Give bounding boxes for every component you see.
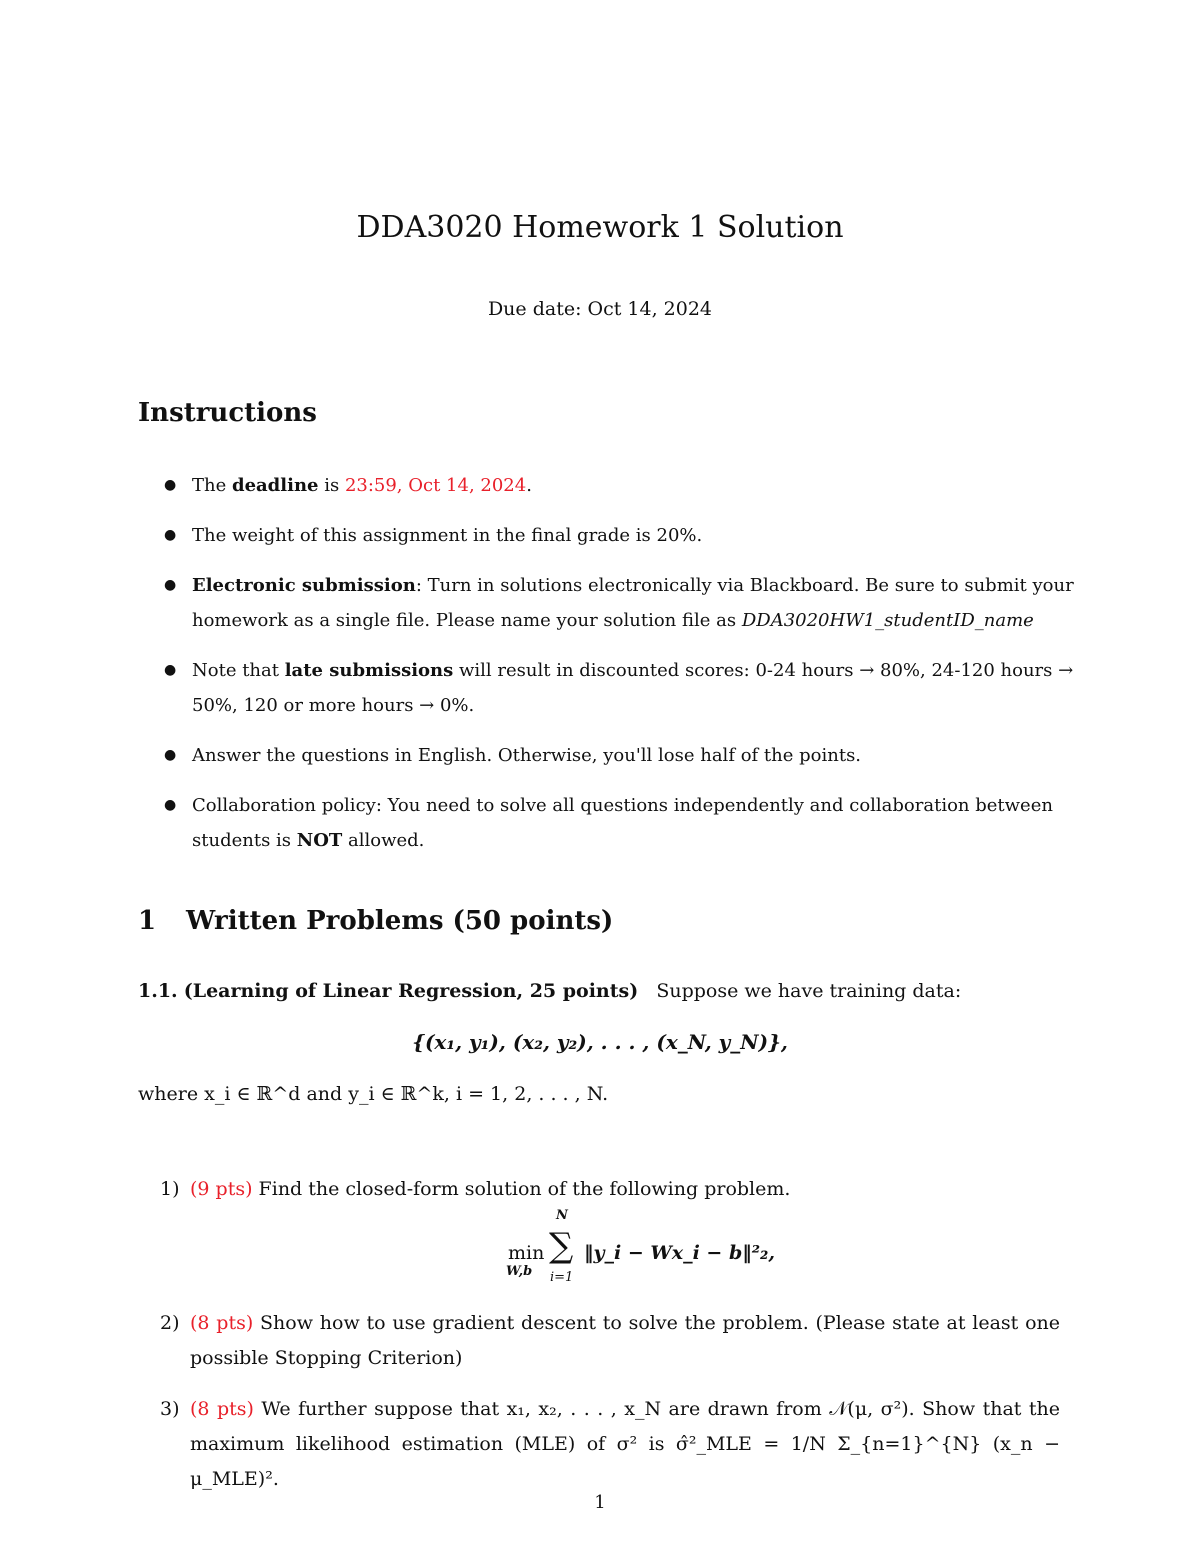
question-2: 2) (8 pts) Show how to use gradient descent to solve the problem. (Please state at least one possible Stopping Criterion) [160, 1312, 1060, 1369]
deadline-label: deadline [231, 475, 319, 496]
filename: DDA3020HW1_studentID_name [741, 610, 1034, 631]
list-item: ● Answer the questions in English. Otherwise, you'll lose half of the points. [168, 738, 1088, 773]
points-badge: (9 pts) [190, 1178, 253, 1200]
page-number: 1 [594, 1492, 606, 1513]
list-item: ● Electronic submission: Turn in solutions electronically via Blackboard. Be sure to submit your homework as a single file. Please name your solution file as DDA3020HW1_studentID_name [168, 568, 1088, 638]
dataset-equation: {(x₁, y₁), (x₂, y₂), . . . , (x_N, y_N)}, [412, 1030, 788, 1054]
question-3: 3) (8 pts) We further suppose that x₁, x₂, . . . , x_N are drawn from 𝒩(μ, σ²). Show that the maximum likelihood estimation (MLE) of σ² is σ̂²_MLE = 1/N Σ_{n=1}^{N} (x_n − μ_MLE)². [160, 1398, 1060, 1490]
points-badge: (8 pts) [190, 1398, 254, 1420]
bullet-icon: ● [164, 577, 177, 593]
section-heading [138, 906, 613, 936]
document-title: DDA3020 Homework 1 Solution [356, 210, 844, 245]
problem-title: (Learning of Linear Regression, 25 points) [183, 980, 639, 1002]
sum-symbol: ∑ [549, 1226, 574, 1266]
list-item: ● The weight of this assignment in the final grade is 20%. [168, 518, 1088, 553]
list-item: ● The deadline is 23:59, Oct 14, 2024. [168, 468, 1088, 503]
list-item: ● Collaboration policy: You need to solve all questions independently and collaboration between students is NOT allowed. [168, 788, 1088, 858]
list-item: ● Note that late submissions will result in discounted scores: 0-24 hours → 80%, 24-120 hours → 50%, 120 or more hours → 0%. [168, 653, 1088, 723]
question-1: 1) (9 pts) Find the closed-form solution of the following problem. [160, 1178, 791, 1200]
section-title: Written Problems (50 points) [186, 906, 614, 936]
points-badge: (8 pts) [190, 1312, 254, 1334]
objective-equation: min W,b N ∑ i=1 ‖y_i − Wx_i − b‖²₂, [506, 1208, 775, 1285]
bullet-icon: ● [164, 477, 177, 493]
section-number: 1 [138, 906, 157, 936]
problem-1-1-intro: 1.1. (Learning of Linear Regression, 25 points) Suppose we have training data: [138, 980, 962, 1002]
instructions-heading: Instructions [138, 398, 317, 428]
deadline-value: 23:59, Oct 14, 2024 [344, 475, 527, 496]
where-clause: where x_i ∈ ℝ^d and y_i ∈ ℝ^k, i = 1, 2, . . . , N. [138, 1083, 609, 1105]
bullet-icon: ● [164, 747, 177, 763]
bullet-icon: ● [164, 662, 177, 678]
bullet-icon: ● [164, 797, 177, 813]
due-date: Due date: Oct 14, 2024 [487, 298, 713, 320]
bullet-icon: ● [164, 527, 177, 543]
